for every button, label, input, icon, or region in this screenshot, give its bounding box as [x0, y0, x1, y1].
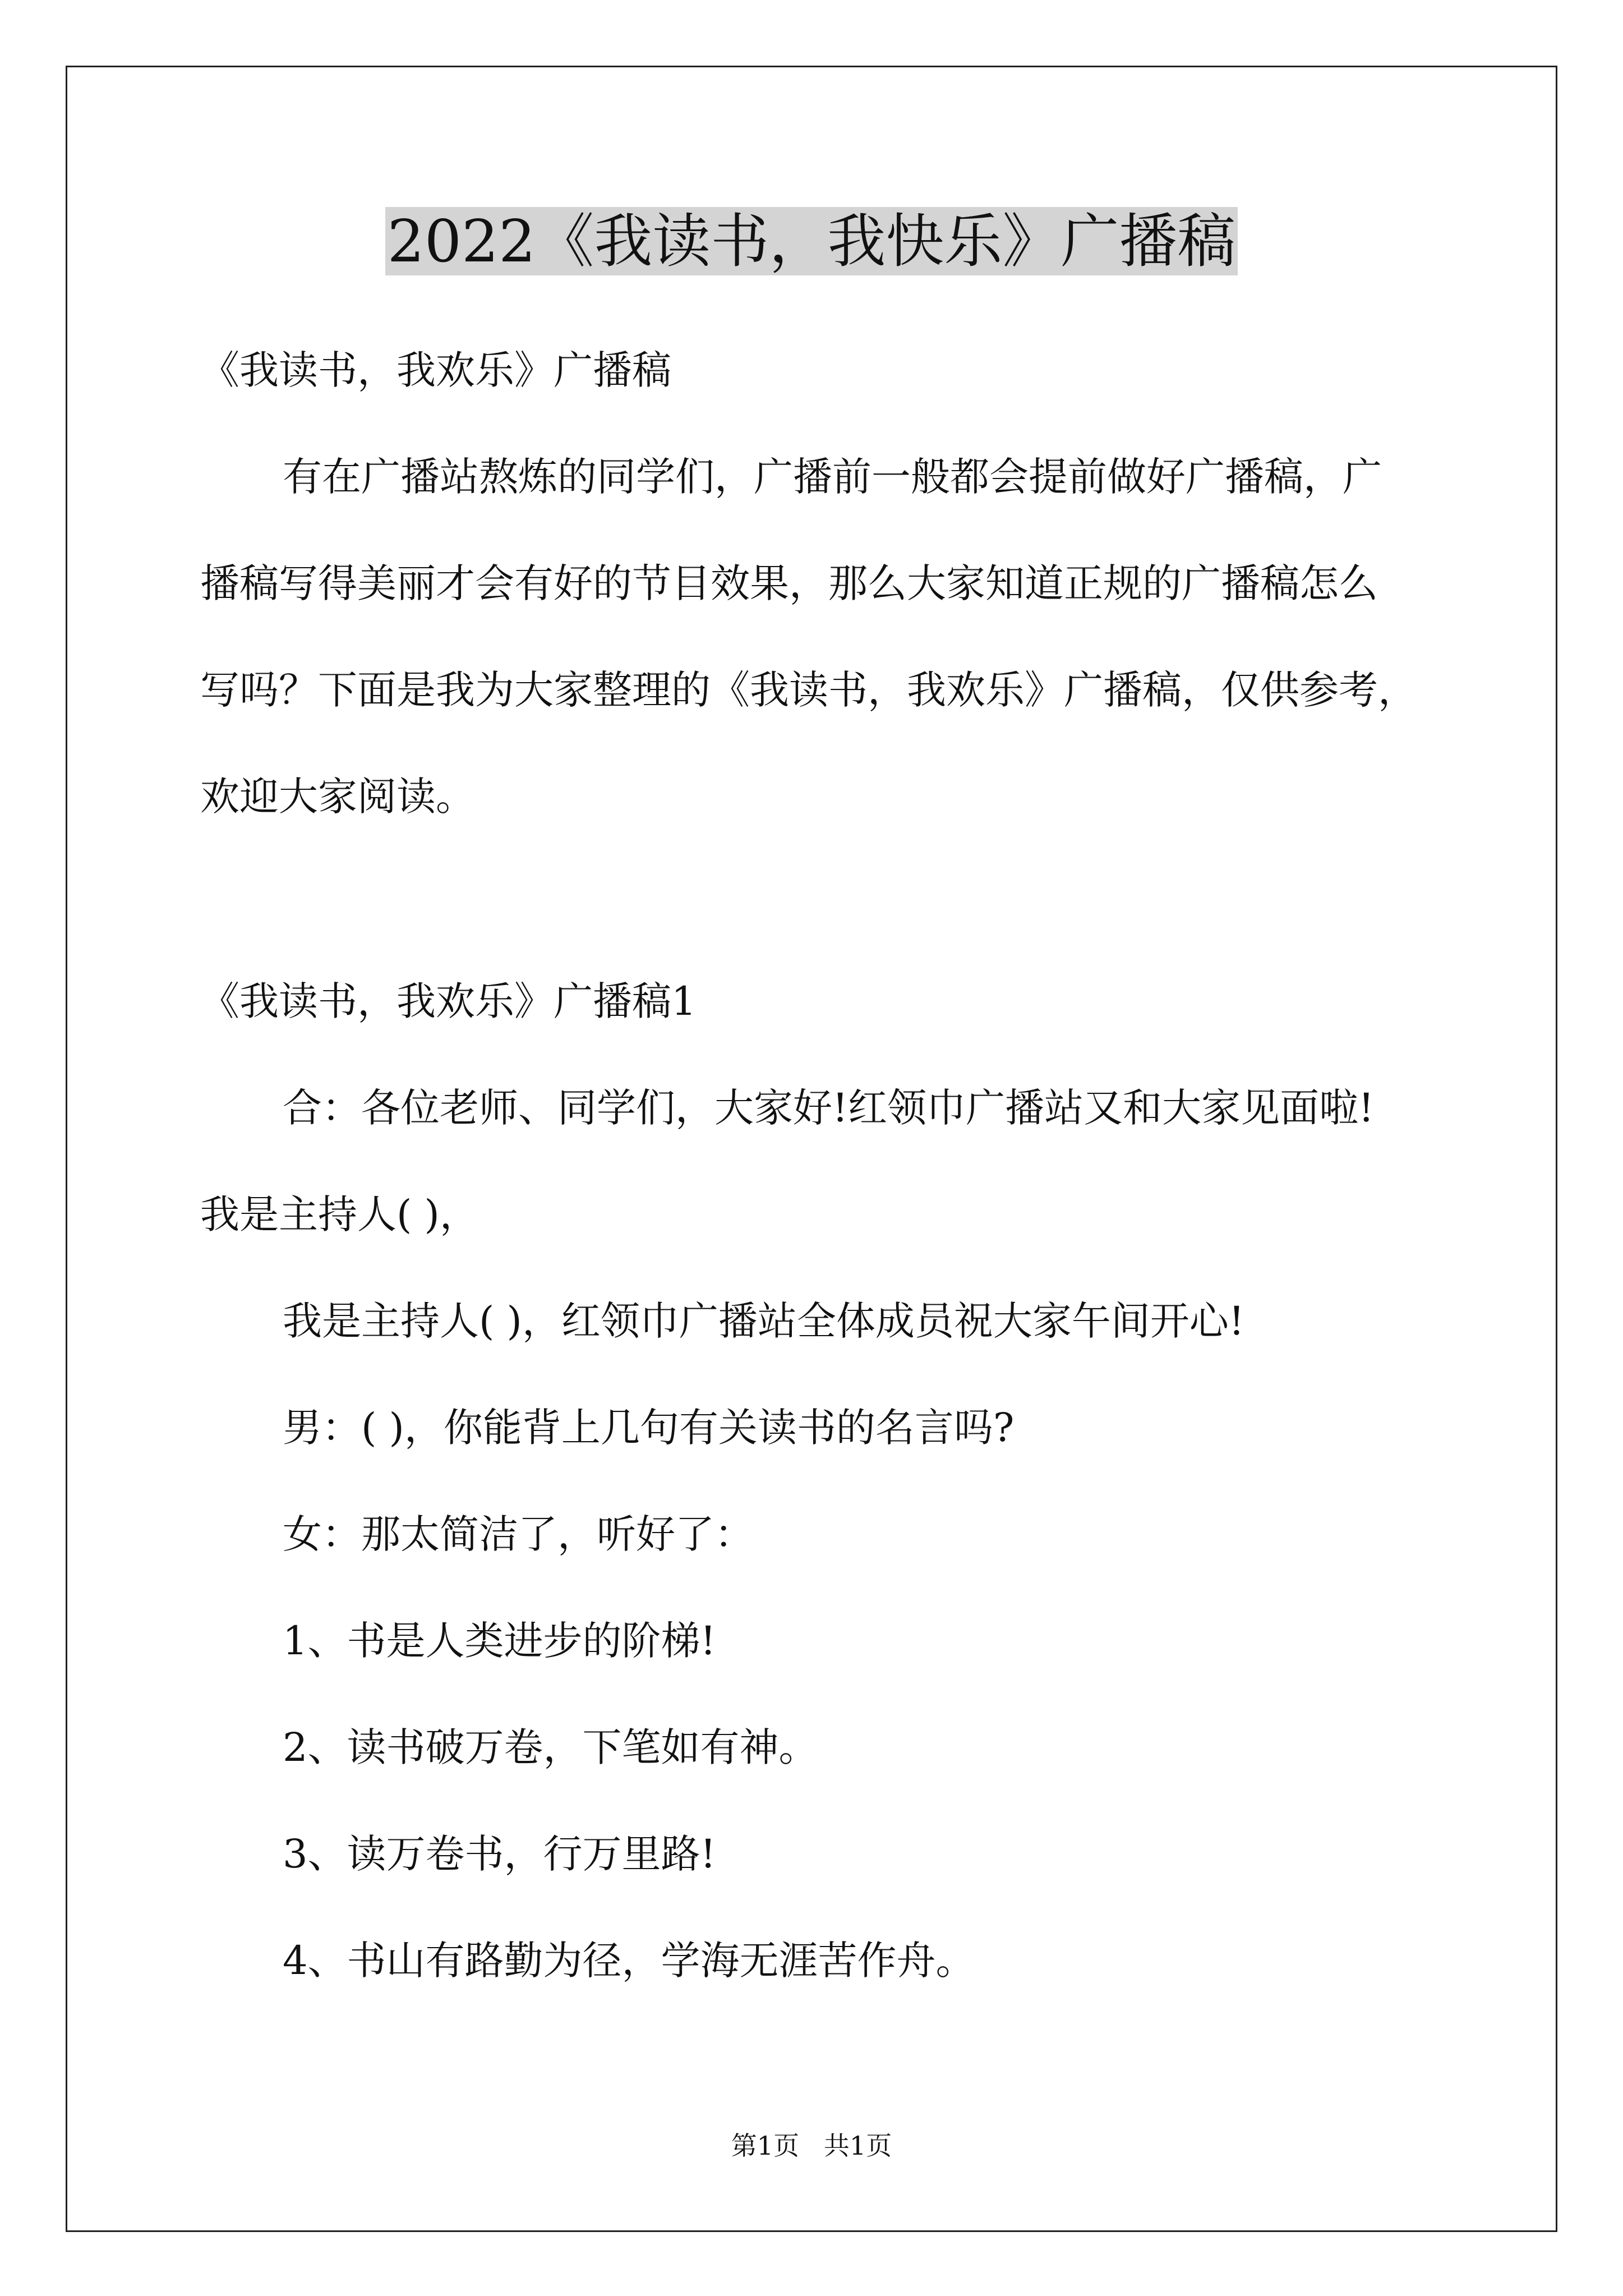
list-item: 1、书是人类进步的阶梯!: [283, 1618, 716, 1664]
intro-line: 写吗？下面是我为大家整理的《我读书，我欢乐》广播稿，仅供参考，: [200, 667, 1417, 713]
page-footer: 第1页 共1页: [731, 2131, 892, 2161]
list-item: 4、书山有路勤为径，学海无涯苦作舟。: [283, 1938, 975, 1984]
body-line: 合：各位老师、同学们，大家好!红领巾广播站又和大家见面啦!: [283, 1085, 1375, 1131]
document-title: [0, 202, 1623, 280]
body-line: 男：( )，你能背上几句有关读书的名言吗?: [283, 1405, 1015, 1451]
intro-line: 播稿写得美丽才会有好的节目效果，那么大家知道正规的广播稿怎么: [200, 560, 1378, 606]
intro-line: 有在广播站熬炼的同学们，广播前一般都会提前做好广播稿，广: [283, 454, 1382, 500]
document-title-text: 2022《我读书，我快乐》广播稿: [385, 207, 1238, 275]
body-line: 女：那太简洁了，听好了：: [283, 1511, 754, 1557]
body-line: 我是主持人( )，: [200, 1191, 479, 1237]
list-item: 2、读书破万卷，下笔如有神。: [283, 1724, 818, 1770]
section-heading: 《我读书，我欢乐》广播稿1: [200, 978, 697, 1024]
list-item: 3、读万卷书，行万里路!: [283, 1831, 716, 1877]
body-line: 我是主持人( )，红领巾广播站全体成员祝大家午间开心!: [283, 1298, 1244, 1344]
subtitle: 《我读书，我欢乐》广播稿: [200, 347, 671, 393]
intro-line: 欢迎大家阅读。: [200, 774, 475, 820]
